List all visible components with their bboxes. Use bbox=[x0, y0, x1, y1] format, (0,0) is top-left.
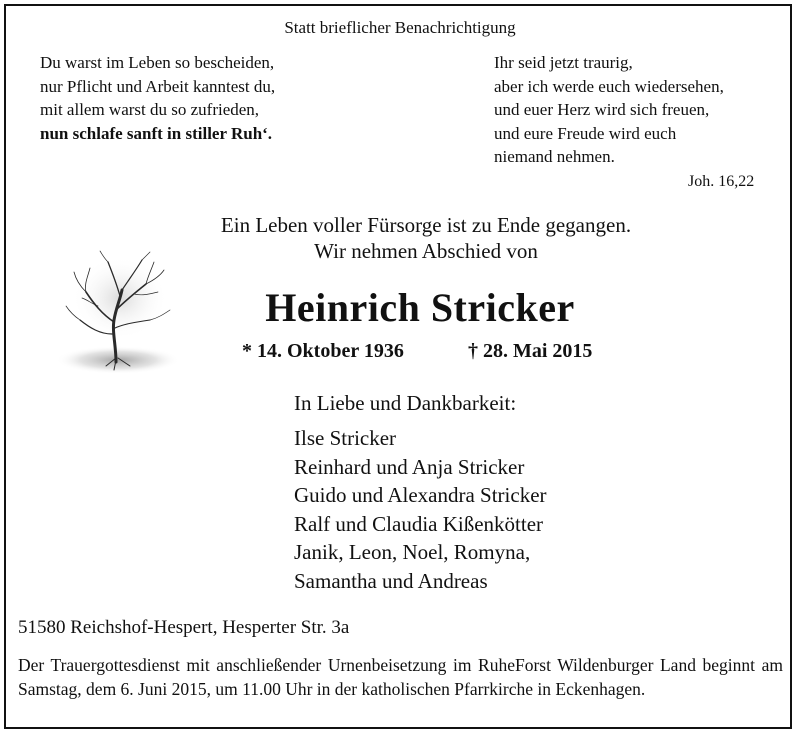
family-member: Ralf und Claudia Kißenkötter bbox=[294, 511, 544, 536]
family-member: Samantha und Andreas bbox=[294, 568, 488, 593]
birth-date: * 14. Oktober 1936 bbox=[242, 340, 404, 362]
intro-line-2: Wir nehmen Abschied von bbox=[314, 239, 538, 263]
poem-right-line: und euer Herz wird sich freuen, bbox=[494, 100, 710, 119]
family-member: Ilse Stricker bbox=[294, 426, 397, 450]
family-member: Reinhard und Anja Stricker bbox=[294, 454, 525, 479]
family-member: Guido und Alexandra Stricker bbox=[294, 483, 547, 507]
poem-left bbox=[40, 51, 275, 145]
poem-right-line: niemand nehmen. bbox=[494, 147, 615, 166]
poem-right-line: aber ich werde euch wiedersehen, bbox=[494, 76, 724, 96]
verse-reference: Joh. 16,22 bbox=[688, 173, 755, 190]
deceased-name: Heinrich Stricker bbox=[265, 285, 575, 330]
notice-header: Statt brieflicher Benachrichtigung bbox=[284, 18, 516, 37]
death-date: † 28. Mai 2015 bbox=[468, 340, 593, 362]
family-list bbox=[294, 424, 547, 595]
service-info: Der Trauergottesdienst mit anschließender Urnenbeisetzung im RuheForst Wildenburger Land beginnt am Samstag, dem 6. Juni 2015, um 11.00 Uhr in der katholischen Pfarrkirche in Eckenhagen. bbox=[18, 655, 783, 699]
poem-right-line: und eure Freude wird euch bbox=[494, 123, 677, 143]
family-intro: In Liebe und Dankbarkeit: bbox=[294, 391, 517, 415]
poem-left-line: nur Pflicht und Arbeit kanntest du, bbox=[40, 76, 276, 96]
poem-left-line: Du warst im Leben so bescheiden, bbox=[40, 53, 275, 72]
poem-left-line: mit allem warst du so zufrieden, bbox=[40, 100, 260, 119]
family-member: Janik, Leon, Noel, Romyna, bbox=[294, 540, 531, 564]
address: 51580 Reichshof-Hespert, Hesperter Str. 3a bbox=[18, 617, 350, 638]
poem-left-line: nun schlafe sanft in stiller Ruh‘. bbox=[40, 123, 273, 143]
poem-right-line: Ihr seid jetzt traurig, bbox=[494, 53, 633, 72]
intro-line-1: Ein Leben voller Fürsorge ist zu Ende gegangen. bbox=[220, 213, 632, 237]
poem-right bbox=[494, 51, 724, 169]
